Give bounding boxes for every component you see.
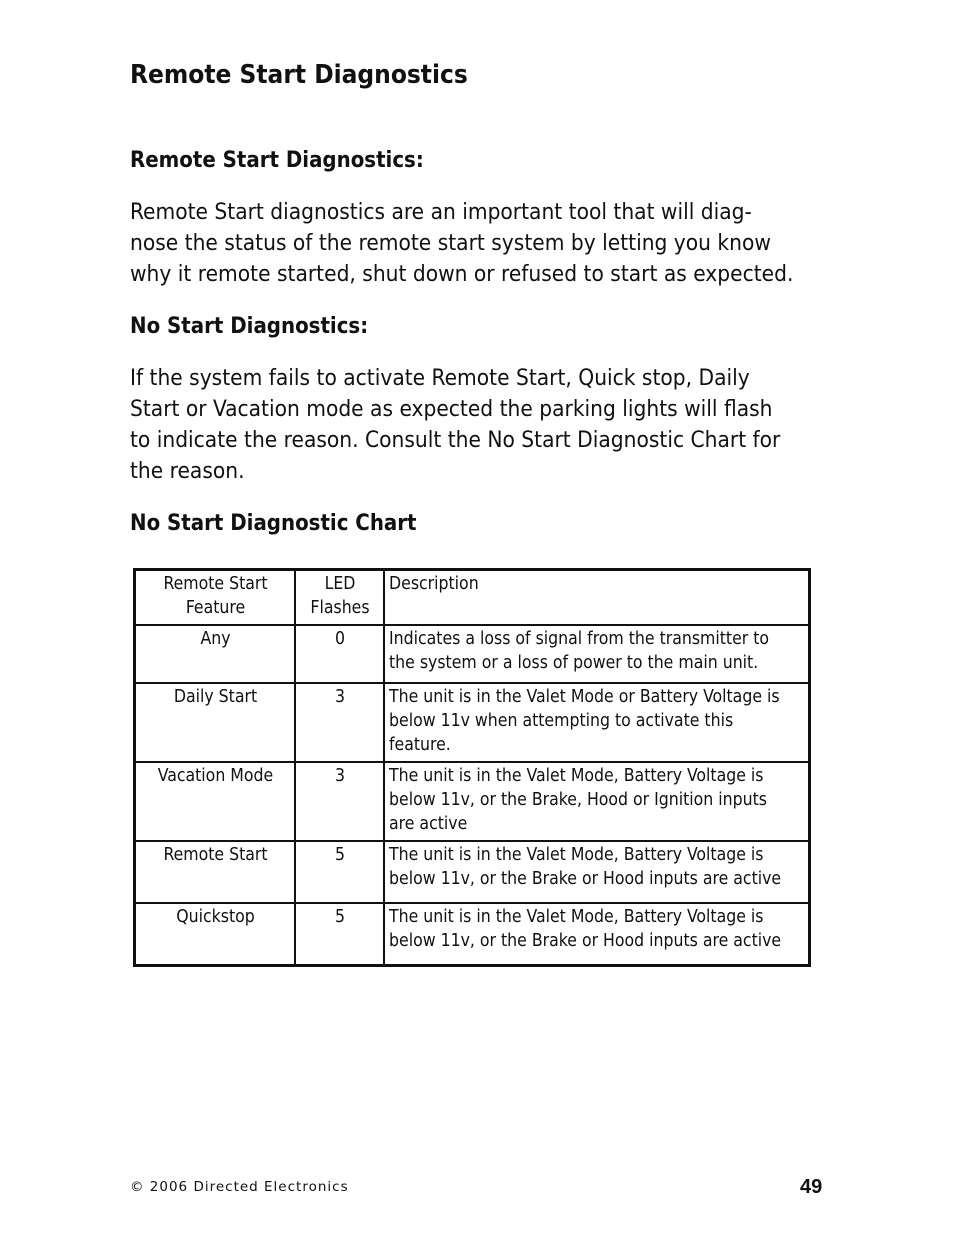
cell-feature: Any <box>135 625 296 683</box>
intro-line: Remote Start diagnostics are an important tool that will diag- <box>130 199 752 225</box>
no-start-line: Start or Vacation mode as expected the parking lights will flash <box>130 396 773 422</box>
no-start-line: to indicate the reason. Consult the No Start Diagnostic Chart for <box>130 427 781 453</box>
no-start-paragraph <box>130 363 830 487</box>
cell-feature: Quickstop <box>135 903 296 966</box>
no-start-line: If the system fails to activate Remote Start, Quick stop, Daily <box>130 365 750 391</box>
page-title: Remote Start Diagnostics <box>130 60 468 90</box>
footer-copyright: © 2006 Directed Electronics <box>130 1179 349 1195</box>
table-header-row <box>135 570 810 626</box>
intro-paragraph <box>130 197 830 290</box>
table-row <box>135 625 810 683</box>
table-row <box>135 841 810 903</box>
header-description: Description <box>384 570 810 626</box>
cell-led: 3 <box>295 762 384 841</box>
cell-led: 5 <box>295 903 384 966</box>
header-feature: Remote Start Feature <box>135 570 296 626</box>
cell-description: The unit is in the Valet Mode, Battery Voltage is below 11v, or the Brake or Hood inputs are active <box>384 903 810 966</box>
cell-description: The unit is in the Valet Mode, Battery Voltage is below 11v, or the Brake or Hood inputs are active <box>384 841 810 903</box>
page-number: 49 <box>800 1176 823 1198</box>
table-row <box>135 903 810 966</box>
chart-heading: No Start Diagnostic Chart <box>130 511 417 536</box>
section-heading-diagnostics: Remote Start Diagnostics: <box>130 148 424 173</box>
cell-feature: Remote Start <box>135 841 296 903</box>
cell-feature: Daily Start <box>135 683 296 762</box>
cell-description: The unit is in the Valet Mode or Battery Voltage is below 11v when attempting to activate this feature. <box>384 683 810 762</box>
cell-description: The unit is in the Valet Mode, Battery Voltage is below 11v, or the Brake, Hood or Ignition inputs are active <box>384 762 810 841</box>
intro-line: nose the status of the remote start system by letting you know <box>130 230 771 256</box>
no-start-diagnostic-table <box>133 568 811 967</box>
cell-description: Indicates a loss of signal from the transmitter to the system or a loss of power to the main unit. <box>384 625 810 683</box>
cell-led: 0 <box>295 625 384 683</box>
cell-feature: Vacation Mode <box>135 762 296 841</box>
table-row <box>135 683 810 762</box>
header-led: LED Flashes <box>295 570 384 626</box>
section-heading-no-start: No Start Diagnostics: <box>130 314 369 339</box>
cell-led: 3 <box>295 683 384 762</box>
intro-line: why it remote started, shut down or refused to start as expected. <box>130 261 794 287</box>
no-start-line: the reason. <box>130 458 245 484</box>
table-row <box>135 762 810 841</box>
cell-led: 5 <box>295 841 384 903</box>
